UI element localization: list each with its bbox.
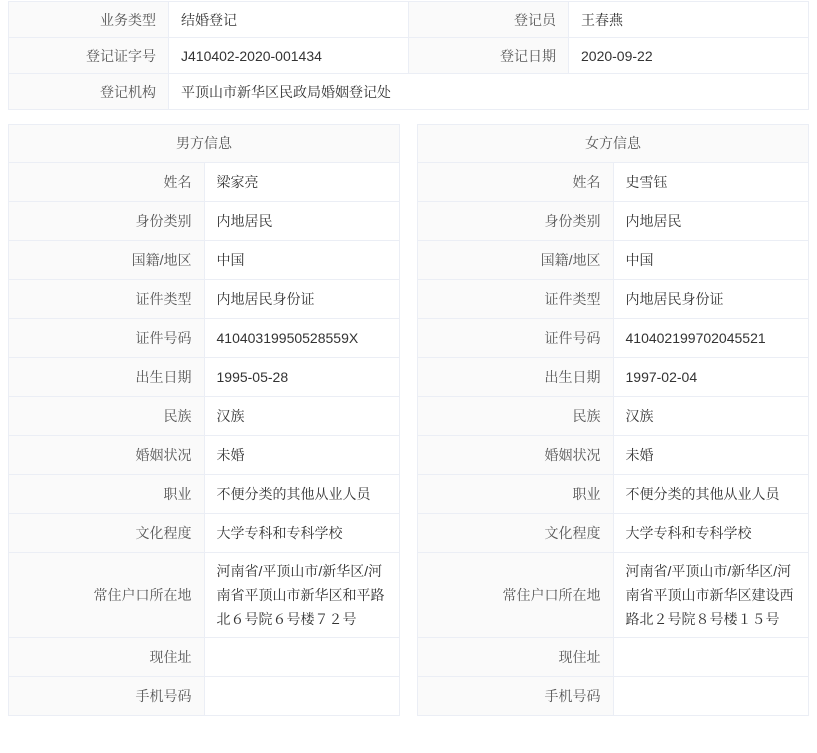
female-value-education: 大学专科和专科学校 — [613, 514, 809, 553]
female-info-table — [417, 124, 809, 716]
table-row — [418, 638, 809, 677]
female-value-identity-category: 内地居民 — [613, 202, 809, 241]
table-row — [9, 2, 809, 38]
male-panel-title: 男方信息 — [9, 125, 400, 163]
male-label-id-type: 证件类型 — [9, 280, 205, 319]
table-row — [9, 358, 400, 397]
male-label-household-address: 常住户口所在地 — [9, 553, 205, 638]
male-label-id-number: 证件号码 — [9, 319, 205, 358]
female-label-current-address: 现住址 — [418, 638, 614, 677]
male-value-nationality: 中国 — [204, 241, 400, 280]
table-row — [418, 125, 809, 163]
male-label-current-address: 现住址 — [9, 638, 205, 677]
male-label-birth-date: 出生日期 — [9, 358, 205, 397]
male-value-marital-status: 未婚 — [204, 436, 400, 475]
table-row — [9, 475, 400, 514]
table-row — [418, 241, 809, 280]
table-row — [9, 677, 400, 716]
female-value-nationality: 中国 — [613, 241, 809, 280]
female-value-birth-date: 1997-02-04 — [613, 358, 809, 397]
table-row — [9, 638, 400, 677]
female-info-panel — [417, 124, 809, 716]
male-label-ethnicity: 民族 — [9, 397, 205, 436]
summary-value-certificate-number: J410402-2020-001434 — [169, 38, 409, 74]
table-row — [418, 436, 809, 475]
male-label-mobile-number: 手机号码 — [9, 677, 205, 716]
female-label-id-type: 证件类型 — [418, 280, 614, 319]
table-row — [418, 397, 809, 436]
female-value-current-address — [613, 638, 809, 677]
male-value-mobile-number — [204, 677, 400, 716]
female-label-id-number: 证件号码 — [418, 319, 614, 358]
female-label-mobile-number: 手机号码 — [418, 677, 614, 716]
female-label-marital-status: 婚姻状况 — [418, 436, 614, 475]
female-value-marital-status: 未婚 — [613, 436, 809, 475]
male-value-birth-date: 1995-05-28 — [204, 358, 400, 397]
female-value-name: 史雪钰 — [613, 163, 809, 202]
table-row — [9, 202, 400, 241]
female-value-id-number: 410402199702045521 — [613, 319, 809, 358]
male-label-marital-status: 婚姻状况 — [9, 436, 205, 475]
summary-label-registration-office: 登记机构 — [9, 74, 169, 110]
male-label-identity-category: 身份类别 — [9, 202, 205, 241]
female-value-occupation: 不便分类的其他从业人员 — [613, 475, 809, 514]
male-value-ethnicity: 汉族 — [204, 397, 400, 436]
table-row — [418, 163, 809, 202]
female-value-mobile-number — [613, 677, 809, 716]
party-info-panels — [8, 124, 809, 716]
female-label-nationality: 国籍/地区 — [418, 241, 614, 280]
male-label-occupation: 职业 — [9, 475, 205, 514]
marriage-registration-record — [0, 1, 817, 716]
female-value-ethnicity: 汉族 — [613, 397, 809, 436]
male-value-identity-category: 内地居民 — [204, 202, 400, 241]
summary-label-registration-date: 登记日期 — [409, 38, 569, 74]
female-label-occupation: 职业 — [418, 475, 614, 514]
table-row — [9, 241, 400, 280]
male-value-occupation: 不便分类的其他从业人员 — [204, 475, 400, 514]
table-row — [9, 553, 400, 638]
male-value-education: 大学专科和专科学校 — [204, 514, 400, 553]
summary-value-registrar: 王春燕 — [569, 2, 809, 38]
table-row — [9, 436, 400, 475]
male-value-current-address — [204, 638, 400, 677]
summary-value-business-type: 结婚登记 — [169, 2, 409, 38]
summary-label-business-type: 业务类型 — [9, 2, 169, 38]
table-row — [9, 514, 400, 553]
table-row — [9, 319, 400, 358]
table-row — [418, 514, 809, 553]
table-row — [418, 358, 809, 397]
table-row — [9, 125, 400, 163]
male-value-id-number: 41040319950528559X — [204, 319, 400, 358]
summary-table — [8, 1, 809, 110]
female-panel-title: 女方信息 — [418, 125, 809, 163]
female-label-ethnicity: 民族 — [418, 397, 614, 436]
table-row — [418, 202, 809, 241]
table-row — [9, 397, 400, 436]
summary-value-registration-office: 平顶山市新华区民政局婚姻登记处 — [169, 74, 809, 110]
female-label-education: 文化程度 — [418, 514, 614, 553]
table-row — [418, 677, 809, 716]
table-row — [418, 319, 809, 358]
table-row — [418, 553, 809, 638]
female-label-birth-date: 出生日期 — [418, 358, 614, 397]
male-label-name: 姓名 — [9, 163, 205, 202]
table-row — [9, 74, 809, 110]
female-value-id-type: 内地居民身份证 — [613, 280, 809, 319]
summary-label-certificate-number: 登记证字号 — [9, 38, 169, 74]
table-row — [418, 280, 809, 319]
female-label-identity-category: 身份类别 — [418, 202, 614, 241]
female-label-household-address: 常住户口所在地 — [418, 553, 614, 638]
male-label-education: 文化程度 — [9, 514, 205, 553]
male-value-household-address: 河南省/平顶山市/新华区/河南省平顶山市新华区和平路北６号院６号楼７２号 — [204, 553, 400, 638]
male-info-table — [8, 124, 400, 716]
male-value-id-type: 内地居民身份证 — [204, 280, 400, 319]
summary-label-registrar: 登记员 — [409, 2, 569, 38]
male-info-panel — [8, 124, 400, 716]
table-row — [418, 475, 809, 514]
female-label-name: 姓名 — [418, 163, 614, 202]
male-value-name: 梁家亮 — [204, 163, 400, 202]
male-label-nationality: 国籍/地区 — [9, 241, 205, 280]
female-value-household-address: 河南省/平顶山市/新华区/河南省平顶山市新华区建设西路北２号院８号楼１５号 — [613, 553, 809, 638]
summary-value-registration-date: 2020-09-22 — [569, 38, 809, 74]
table-row — [9, 38, 809, 74]
table-row — [9, 163, 400, 202]
table-row — [9, 280, 400, 319]
